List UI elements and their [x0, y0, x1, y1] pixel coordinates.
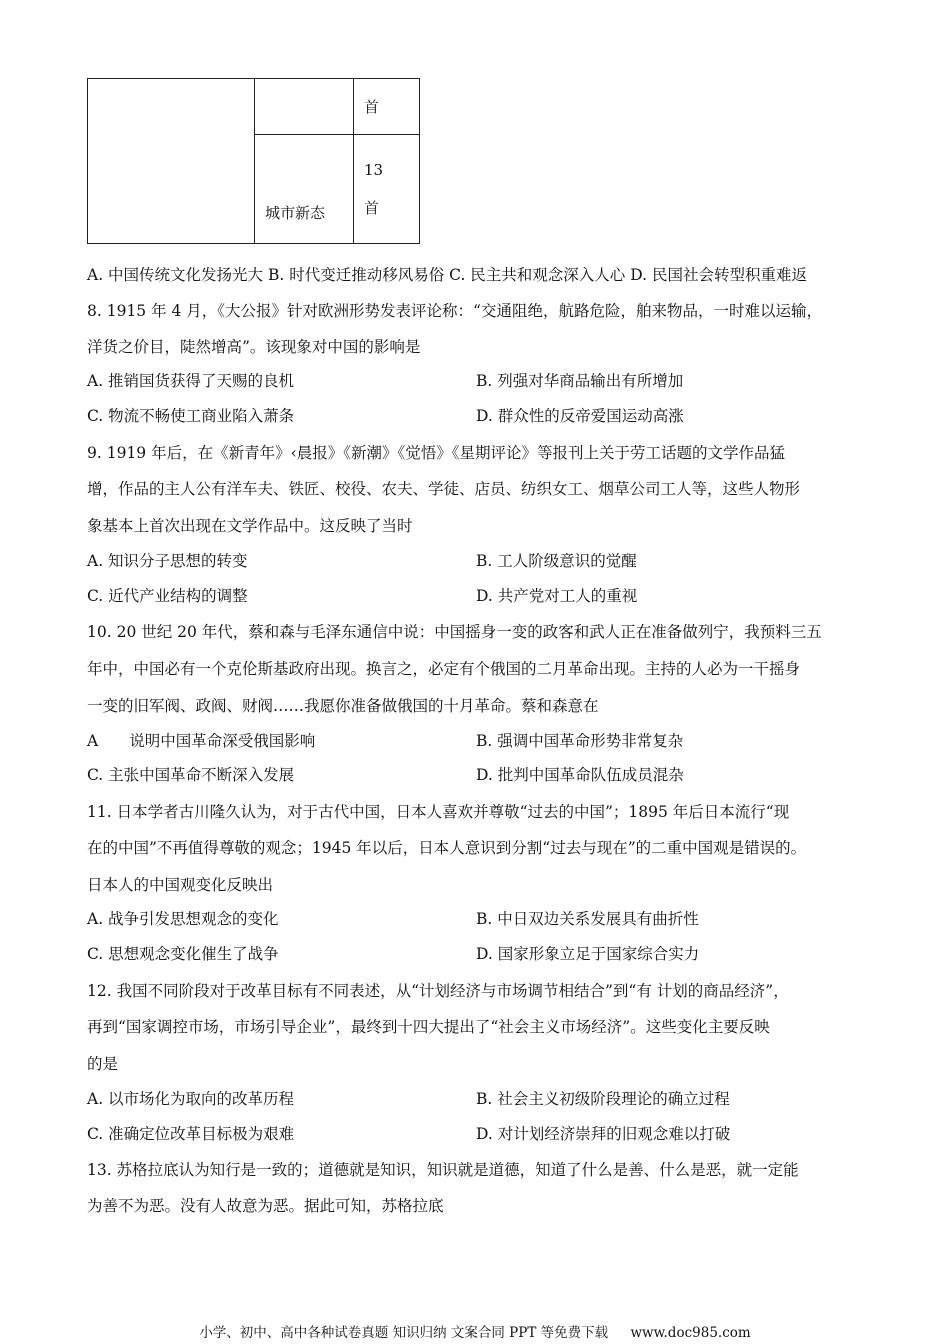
q13-stem: 为善不为恶。没有人故意为恶。据此可知，苏格拉底	[87, 1197, 444, 1215]
table-cell-empty	[88, 79, 255, 244]
q10-option-c: C. 主张中国革命不断深入发展	[87, 766, 295, 784]
q11-option-d: D. 国家形象立足于国家综合实力	[476, 945, 700, 963]
q10-option-d: D. 批判中国革命队伍成员混杂	[476, 766, 684, 784]
table-cell	[354, 79, 420, 135]
table-cell	[255, 135, 354, 244]
q9-stem: 象基本上首次出现在文学作品中。这反映了当时	[87, 517, 413, 535]
table-cell-empty	[255, 79, 354, 135]
q11-option-a: A. 战争引发思想观念的变化	[87, 910, 279, 928]
footer-text: 小学、初中、高中各种试卷真题 知识归纳 文案合同 PPT 等免费下载	[199, 1325, 609, 1341]
q12-stem: 再到“国家调控市场，市场引导企业”，最终到十四大提出了“社会主义市场经济”。这些变化主要反映	[87, 1018, 770, 1036]
q10-stem: 年中，中国必有一个克伦斯基政府出现。换言之，必定有个俄国的二月革命出现。主持的人必为一干摇身	[87, 660, 801, 678]
cell-number: 13	[364, 160, 384, 179]
q12-option-a: A. 以市场化为取向的改革历程	[87, 1090, 295, 1108]
q11-option-c: C. 思想观念变化催生了战争	[87, 945, 279, 963]
q8-stem: 洋货之价目，陡然增高”。该现象对中国的影响是	[87, 338, 421, 356]
q9-stem: 9. 1919 年后，在《新青年》‹晨报》《新潮》《觉悟》《星期评论》等报刊上关于劳工话题的文学作品猛	[87, 444, 786, 462]
table-cell	[354, 135, 420, 244]
q12-stem: 的是	[87, 1055, 119, 1073]
q8-option-a: A. 推销国货获得了天赐的良机	[87, 372, 295, 390]
q10-stem: 一变的旧军阀、政阀、财阀……我愿你准备做俄国的十月革命。蔡和森意在	[87, 697, 599, 715]
q8-option-b: B. 列强对华商品输出有所增加	[476, 372, 684, 390]
q12-option-d: D. 对计划经济崇拜的旧观念难以打破	[476, 1125, 731, 1143]
q13-stem: 13. 苏格拉底认为知行是一致的；道德就是知识，知识就是道德，知道了什么是善、什么是恶，就一定能	[87, 1161, 799, 1179]
q10-option-b: B. 强调中国革命形势非常复杂	[476, 732, 684, 750]
q9-stem: 增，作品的主人公有洋车夫、铁匠、校役、农夫、学徒、店员、纺织女工、烟草公司工人等，这些人物形	[87, 480, 801, 498]
q9-option-d: D. 共产党对工人的重视	[476, 587, 638, 605]
q11-stem: 在的中国”不再值得尊敬的观念；1945 年以后，日本人意识到分割“过去与现在”的二重中国观是错误的。	[87, 839, 807, 857]
q12-option-b: B. 社会主义初级阶段理论的确立过程	[476, 1090, 730, 1108]
q10-stem: 10. 20 世纪 20 年代，蔡和森与毛泽东通信中说：中国摇身一变的政客和武人正在准备做列宁，我预料三五	[87, 623, 822, 641]
q7-options: A. 中国传统文化发扬光大 B. 时代变迁推动移风易俗 C. 民主共和观念深入人心 D. 民国社会转型积重难返	[87, 266, 807, 284]
q8-option-c: C. 物流不畅使工商业陷入萧条	[87, 407, 295, 425]
q11-option-b: B. 中日双边关系发展具有曲折性	[476, 910, 699, 928]
poem-count-table	[87, 78, 420, 244]
cell-text: 城市新态	[265, 204, 326, 222]
q10-option-a: A 说明中国革命深受俄国影响	[87, 732, 316, 750]
q11-stem: 11. 日本学者古川隆久认为，对于古代中国，日本人喜欢并尊敬“过去的中国”；1895 年后日本流行“现	[87, 803, 790, 821]
q12-stem: 12. 我国不同阶段对于改革目标有不同表述，从“计划经济与市场调节相结合”到“有 计划的商品经济”，	[87, 982, 789, 1000]
q9-option-b: B. 工人阶级意识的觉醒	[476, 552, 637, 570]
q9-option-a: A. 知识分子思想的转变	[87, 552, 248, 570]
footer-site-link[interactable]: www.doc985.com	[630, 1325, 751, 1341]
q9-option-c: C. 近代产业结构的调整	[87, 587, 248, 605]
page-footer	[0, 1324, 950, 1342]
q8-stem: 8. 1915 年 4 月，《大公报》针对欧洲形势发表评论称：“交通阻绝，航路危险，舶来物品，一时难以运输，	[87, 302, 822, 320]
q12-option-c: C. 准确定位改革目标极为艰难	[87, 1125, 295, 1143]
cell-text: 首	[364, 198, 380, 217]
q11-stem: 日本人的中国观变化反映出	[87, 876, 274, 894]
cell-text: 首	[364, 98, 380, 116]
q8-option-d: D. 群众性的反帝爱国运动高涨	[476, 407, 684, 425]
table-row	[88, 79, 420, 135]
